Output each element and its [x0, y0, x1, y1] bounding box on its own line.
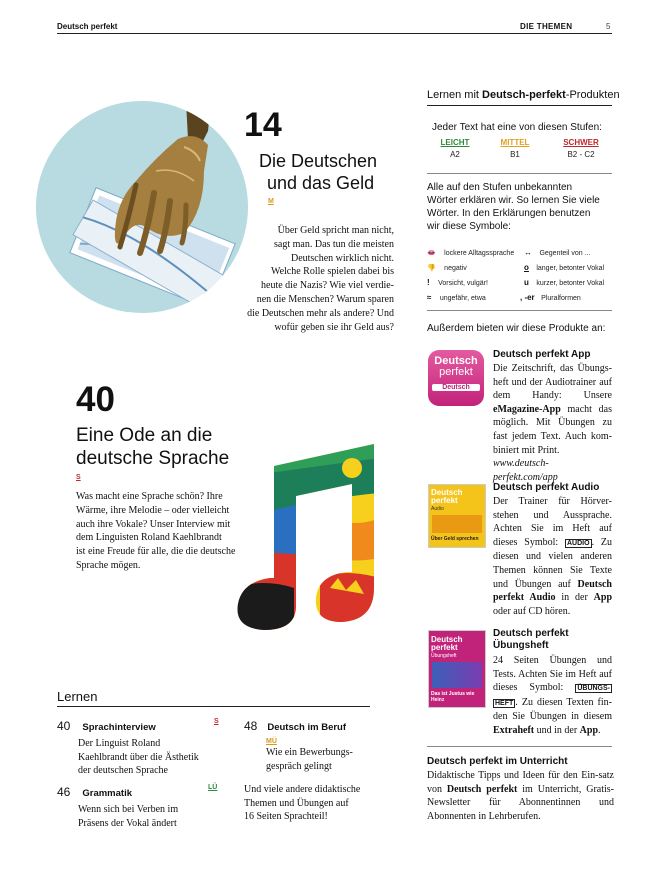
desc-line: Wenn sich bei Verben im — [78, 804, 179, 815]
desc-line: gespräch gelingt — [266, 760, 332, 772]
approx-icon: ≈ — [427, 293, 432, 302]
symbol-text: ungefähr, etwa — [439, 295, 486, 302]
cover-headline: Über Geld sprechen — [431, 536, 479, 542]
uebungsheft-symbol: ÜBUNGS- — [577, 685, 610, 693]
cover-brand: Deutsch perfekt — [431, 635, 463, 652]
warning-icon: ! — [427, 278, 430, 287]
teaser-line: dem Linguisten Roland Kaehlbrandt — [76, 532, 222, 544]
desc-line: Präsens der Vokal ändert — [78, 817, 177, 829]
rule — [427, 173, 612, 174]
cover-brand: Deutsch perfekt — [431, 488, 463, 505]
product-desc — [493, 654, 612, 738]
symbol-text: lockere Alltagssprache — [444, 250, 515, 257]
stufe-mittel-level: B1 — [510, 150, 520, 159]
desc-part: Die Zeitschrift, das Übungs-heft und der Audiotrainer auf dem Handy: Unsere — [493, 363, 612, 402]
desc-line: Der Linguist Roland — [78, 738, 161, 749]
product-title — [493, 628, 569, 652]
teaser-line: Über Geld spricht man nicht, — [277, 225, 394, 236]
plural-icon: , -er — [520, 293, 535, 302]
teaser-line: Deutschen wirklich nicht. — [290, 252, 394, 264]
app-icon-text: Deutsch — [432, 384, 480, 391]
audio-symbol: AUDIO — [567, 539, 590, 547]
intro-line: Wörter erklären wir. So lernen Sie viele — [427, 195, 600, 206]
long-vowel-icon: o — [524, 263, 529, 272]
lips-icon: 👄 — [427, 250, 436, 257]
desc-part: 24 Seiten Übungen und Tests. Achten Sie im Heft auf dieses Symbol: — [493, 655, 612, 694]
cover-sub: Audio — [431, 506, 444, 512]
rule — [427, 310, 612, 311]
stufe-leicht: LEICHT — [440, 138, 470, 147]
stufe-schwer-level: B2 - C2 — [567, 150, 595, 159]
more-line: Themen und Übungen auf — [244, 797, 349, 809]
desc-part: . Zu diesen und vielen anderen Themen können Sie Texte und Übungen auf — [493, 536, 612, 590]
teaser-line: ist eine Freude für alle, die die deutsche — [76, 546, 236, 558]
rule — [427, 746, 612, 747]
desc-part: und in der — [534, 724, 580, 736]
products-heading — [427, 89, 620, 101]
desc-line: Wie ein Bewerbungs- — [266, 747, 353, 758]
stufe-leicht-level: A2 — [450, 150, 460, 159]
symbol-text: kurzer, betonter Vokal — [536, 280, 605, 287]
product-title: Deutsch perfekt App — [493, 349, 591, 360]
desc-part: Der Trainer für Hörver-stehen und Aussprache. Achten Sie im Heft auf dieses Symbol: — [493, 496, 612, 548]
rule — [427, 105, 612, 106]
magazine-name: Deutsch perfekt — [57, 22, 118, 31]
lernen-item-title: Sprachinterview — [82, 722, 156, 733]
stufe-mittel: MITTEL — [500, 138, 530, 147]
lernen-item-desc — [78, 803, 227, 830]
cover-headline: Das ist Justus wie Heinz — [431, 691, 475, 703]
product-desc — [493, 362, 612, 484]
symbol-text: negativ — [444, 265, 467, 272]
app-icon-text: Deutsch — [434, 355, 478, 367]
stufen-intro: Jeder Text hat eine von diesen Stufen: — [432, 122, 602, 133]
symbol-text: Pluralformen — [541, 295, 581, 302]
more-line: 16 Seiten Sprachteil! — [244, 811, 328, 822]
symbol-text: Gegenteil von ... — [539, 250, 591, 257]
desc-part: macht das möglich. Mit Übungen zu fast jedem Text. Auch kom-biniert mit Print. — [493, 403, 612, 456]
stufe-schwer: SCHWER — [563, 138, 599, 147]
desc-emph: Deutsch perfekt Audio — [493, 578, 612, 604]
teaser-line: wofür geben sie ihr Geld aus? — [274, 321, 394, 333]
teaser-line: Wärme, ihre Melodie – oder vielleicht — [76, 504, 230, 516]
teaser-line: Sprache mögen. — [76, 559, 141, 571]
thumbs-down-icon: 👎 — [427, 265, 436, 272]
lernen-item-desc — [266, 746, 374, 773]
article-title-line: Eine Ode an die — [76, 425, 213, 446]
article-title-line: Die Deutschen — [259, 151, 378, 171]
lernen-item-page: 48 — [244, 719, 258, 733]
article-title-line: und das Geld — [267, 173, 375, 193]
lernen-item-desc — [78, 737, 227, 778]
desc-part: . Zu diesen Texten fin-den Sie Übungen in diesem — [493, 696, 612, 723]
lernen-item-title: Grammatik — [82, 788, 132, 799]
app-icon[interactable] — [428, 350, 484, 406]
symbol-row — [520, 287, 581, 305]
desc-line: Kaehlbrandt über die Ästhetik — [78, 751, 199, 763]
desc-emph: eMagazine-App — [493, 403, 561, 415]
level-badge: MÜ — [266, 738, 277, 745]
uebungsheft-cover — [428, 630, 486, 708]
lernen-item-title: Deutsch im Beruf — [267, 722, 347, 733]
desc-emph: App — [593, 592, 613, 604]
desc-part: . — [598, 724, 601, 736]
symbol-text: langer, betonter Vokal — [536, 265, 605, 272]
article-number: 14 — [244, 106, 282, 144]
article-title — [259, 150, 409, 194]
app-link[interactable]: www.deutsch-perfekt.com/app — [493, 458, 558, 483]
teaser-line: Welche Rolle spielen dabei bis — [270, 266, 394, 278]
heading-part: Lernen mit — [427, 89, 483, 101]
desc-emph: Extraheft — [493, 724, 535, 736]
short-vowel-icon: u — [524, 278, 529, 287]
opposite-arrow-icon: ↔ — [524, 248, 532, 257]
desc-line: der deutschen Sprache — [78, 765, 168, 776]
app-icon-text: perfekt — [439, 366, 473, 378]
unterricht-desc — [427, 769, 614, 823]
level-badge: LÜ — [208, 784, 218, 791]
desc-emph: App — [579, 724, 599, 736]
level-badge: S — [214, 718, 219, 725]
title-line: Übungsheft — [493, 640, 549, 651]
unterricht-title: Deutsch perfekt im Unterricht — [427, 756, 568, 767]
lernen-item-page: 40 — [57, 719, 71, 733]
symbols-intro — [427, 181, 617, 233]
uebungsheft-symbol: HEFT — [495, 699, 514, 707]
cover-image — [432, 662, 482, 688]
intro-line: Alle auf den Stufen unbekannten — [427, 182, 573, 193]
teaser-line: sagt man. Das tun die meisten — [274, 238, 394, 250]
lernen-item — [244, 717, 374, 773]
lernen-rule — [57, 706, 370, 707]
level-badge: M — [268, 198, 274, 205]
teaser-line: heute die Nazis? Wie viel verdie- — [261, 280, 394, 292]
teaser-line: die Deutschen mehr als andere? Und — [247, 307, 394, 319]
article-title-line: deutsche Sprache — [76, 448, 230, 469]
level-badge: S — [76, 474, 81, 481]
cover-sub: Übungsheft — [431, 653, 457, 659]
music-note-illustration — [234, 438, 380, 630]
lernen-more — [244, 783, 384, 824]
symbol-row — [427, 287, 486, 305]
teaser-line: Was macht eine Sprache schön? Ihre — [76, 491, 223, 502]
products-intro: Außerdem bieten wir diese Produkte an: — [427, 323, 606, 334]
article-teaser — [196, 224, 394, 334]
section-title: DIE THEMEN — [520, 22, 573, 31]
desc-part: im Unterricht, Gratis-Newsletter für Abonnentinnen und Abonnenten in Lehrberufen. — [427, 783, 614, 822]
symbol-text: Vorsicht, vulgär! — [438, 280, 488, 287]
more-line: Und viele andere didaktische — [244, 784, 361, 795]
intro-line: wir diese Symbole: — [427, 221, 511, 232]
page-number: 5 — [606, 22, 611, 31]
teaser-line: auch ihre Vokale? Unser Interview mit — [76, 518, 231, 530]
audio-cover — [428, 484, 486, 548]
lernen-item — [57, 717, 227, 778]
article-number: 40 — [76, 380, 115, 419]
title-line: Deutsch perfekt — [493, 628, 569, 639]
desc-part: oder auf CD hören. — [493, 605, 571, 617]
desc-part: Didaktische Tipps und Ideen für den Ein-satz von — [427, 770, 614, 795]
product-title: Deutsch perfekt Audio — [493, 482, 600, 493]
lernen-item-page: 46 — [57, 785, 71, 799]
heading-part: -Produkten — [565, 89, 620, 101]
lernen-heading: Lernen — [57, 689, 98, 704]
heading-brand: Deutsch-perfekt — [482, 89, 566, 101]
desc-emph: Deutsch perfekt — [446, 783, 518, 795]
header-rule — [57, 33, 612, 34]
product-desc — [493, 495, 612, 618]
cover-image — [432, 515, 482, 533]
intro-line: Wörter. In den Erklärungen benutzen — [427, 208, 591, 219]
lernen-item — [57, 783, 227, 830]
desc-part: in der — [555, 592, 594, 604]
teaser-line: nen die Menschen? Warum sparen — [256, 293, 394, 305]
